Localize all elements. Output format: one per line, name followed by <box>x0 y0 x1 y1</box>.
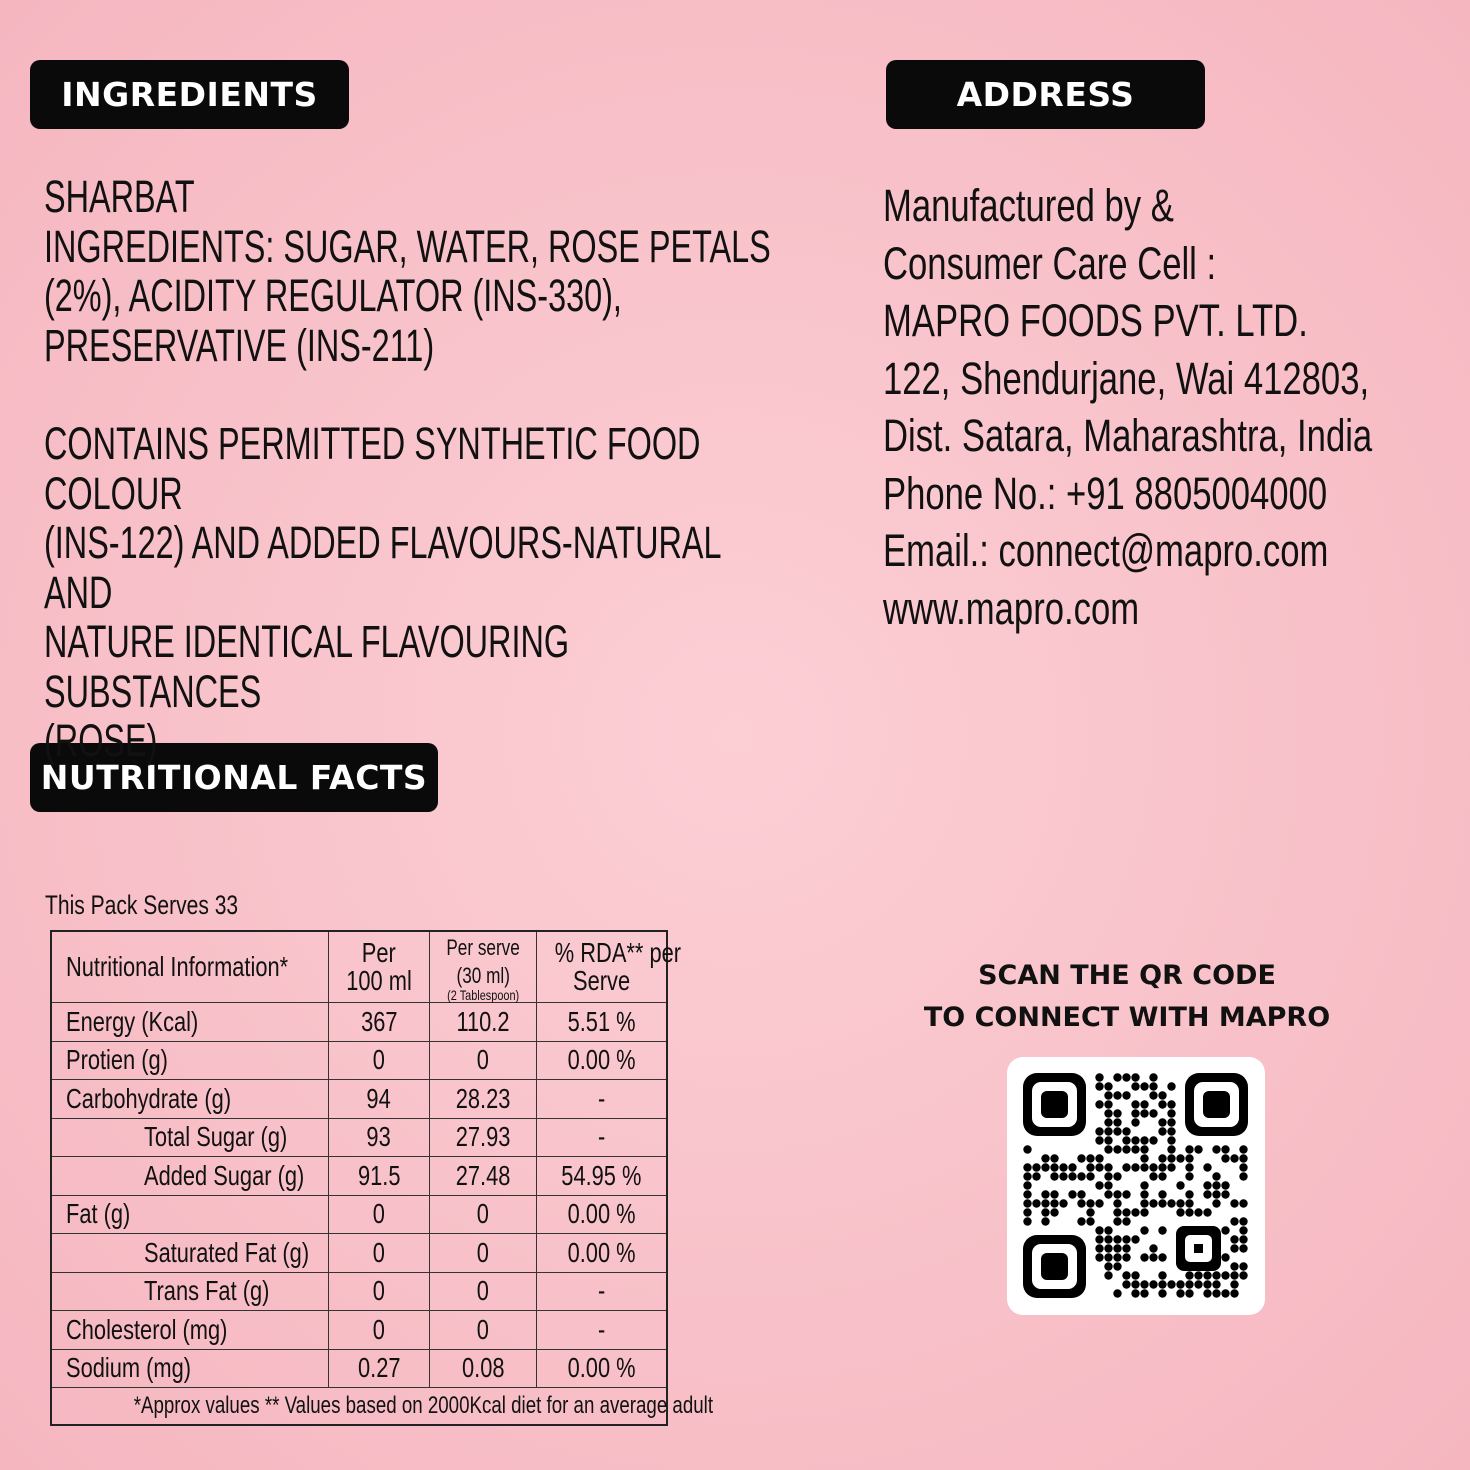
table-header-row <box>51 931 667 1003</box>
header-per-serve: Per serve (30 ml) (2 Tablespoon) <box>429 931 536 1003</box>
nutrition-heading: NUTRITIONAL FACTS <box>30 743 438 812</box>
rda-value: - <box>537 1080 667 1119</box>
qr-caption-line: SCAN THE QR CODE <box>978 960 1276 991</box>
colour-note-line: (INS-122) AND ADDED FLAVOURS-NATURAL AND <box>44 517 721 618</box>
per-serve-value: 0 <box>429 1195 536 1234</box>
table-row <box>51 1349 667 1388</box>
per-serve-value: 0 <box>429 1272 536 1311</box>
per100-value: 0 <box>329 1195 429 1234</box>
per100-value: 0 <box>329 1311 429 1350</box>
rda-value: - <box>537 1311 667 1350</box>
per-serve-value: 28.23 <box>429 1080 536 1119</box>
header-info: Nutritional Information* <box>51 931 329 1003</box>
phone-number: Phone No.: +91 8805004000 <box>883 467 1328 519</box>
ingredients-line: SHARBAT <box>44 171 195 222</box>
rda-value: 54.95 % <box>537 1157 667 1196</box>
email-address: Email.: connect@mapro.com <box>883 525 1329 576</box>
per100-value: 91.5 <box>329 1157 429 1196</box>
rda-value: 5.51 % <box>537 1003 667 1042</box>
per100-value: 0 <box>329 1041 429 1080</box>
nutrient-label: Added Sugar (g) <box>51 1157 329 1196</box>
nutrient-label: Total Sugar (g) <box>51 1118 329 1157</box>
nutrition-table <box>50 930 714 1426</box>
header-per100: Per 100 ml <box>329 931 429 1003</box>
ingredients-line: (2%), ACIDITY REGULATOR (INS-330), <box>44 270 622 321</box>
address-line: Manufactured by & <box>883 180 1174 231</box>
per-serve-value: 27.93 <box>429 1118 536 1157</box>
address-line: Dist. Satara, Maharashtra, India <box>883 410 1373 461</box>
per-serve-value: 0 <box>429 1311 536 1350</box>
qr-code[interactable] <box>1007 1057 1265 1315</box>
table-row <box>51 1118 667 1157</box>
website-url: www.mapro.com <box>883 582 1140 634</box>
ingredients-line: INGREDIENTS: SUGAR, WATER, ROSE PETALS <box>44 220 771 272</box>
header-rda: % RDA** per Serve <box>537 931 667 1003</box>
table-row <box>51 1234 667 1273</box>
rda-value: - <box>537 1272 667 1311</box>
per100-value: 0 <box>329 1234 429 1273</box>
table-row <box>51 1003 667 1042</box>
table-row <box>51 1272 667 1311</box>
colour-note-line: NATURE IDENTICAL FLAVOURING SUBSTANCES <box>44 616 570 717</box>
company-name: MAPRO FOODS PVT. LTD. <box>883 295 1308 346</box>
table-row <box>51 1311 667 1350</box>
qr-caption <box>880 955 1374 1039</box>
nutrient-label: Trans Fat (g) <box>51 1272 329 1311</box>
colour-note-line: CONTAINS PERMITTED SYNTHETIC FOOD COLOUR <box>44 418 701 519</box>
table-row <box>51 1041 667 1080</box>
per-serve-value: 0 <box>429 1041 536 1080</box>
nutrient-label: Saturated Fat (g) <box>51 1234 329 1273</box>
rda-value: 0.00 % <box>537 1195 667 1234</box>
rda-value: - <box>537 1118 667 1157</box>
per100-value: 94 <box>329 1080 429 1119</box>
nutrient-label: Fat (g) <box>51 1195 329 1234</box>
per-serve-value: 110.2 <box>429 1003 536 1042</box>
per100-value: 0.27 <box>329 1349 429 1388</box>
table-row <box>51 1080 667 1119</box>
colour-note-line: (ROSE) <box>44 715 158 766</box>
nutrient-label: Protien (g) <box>51 1041 329 1080</box>
footnote-row <box>51 1388 667 1426</box>
ingredients-text <box>44 172 786 766</box>
per100-value: 93 <box>329 1118 429 1157</box>
nutrient-label: Carbohydrate (g) <box>51 1080 329 1119</box>
nutrient-label: Energy (Kcal) <box>51 1003 329 1042</box>
address-heading: ADDRESS <box>886 60 1205 129</box>
pack-serves: This Pack Serves 33 <box>45 890 239 920</box>
rda-value: 0.00 % <box>537 1234 667 1273</box>
per-serve-value: 27.48 <box>429 1157 536 1196</box>
nutrient-label: Cholesterol (mg) <box>51 1311 329 1350</box>
per-serve-value: 0 <box>429 1234 536 1273</box>
table-row <box>51 1195 667 1234</box>
address-line: 122, Shendurjane, Wai 412803, <box>883 352 1370 404</box>
rda-value: 0.00 % <box>537 1349 667 1388</box>
address-line: Consumer Care Cell : <box>883 237 1217 289</box>
per100-value: 0 <box>329 1272 429 1311</box>
table-row <box>51 1157 667 1196</box>
nutrient-label: Sodium (mg) <box>51 1349 329 1388</box>
qr-caption-line: TO CONNECT WITH MAPRO <box>923 1002 1331 1033</box>
table-footnote: *Approx values ** Values based on 2000Kcal diet for an average adult <box>51 1388 667 1426</box>
rda-value: 0.00 % <box>537 1041 667 1080</box>
ingredients-line: PRESERVATIVE (INS-211) <box>44 319 435 371</box>
per100-value: 367 <box>329 1003 429 1042</box>
ingredients-heading: INGREDIENTS <box>30 60 349 129</box>
qr-code-icon <box>1007 1057 1265 1315</box>
per-serve-value: 0.08 <box>429 1349 536 1388</box>
address-text <box>883 177 1437 637</box>
